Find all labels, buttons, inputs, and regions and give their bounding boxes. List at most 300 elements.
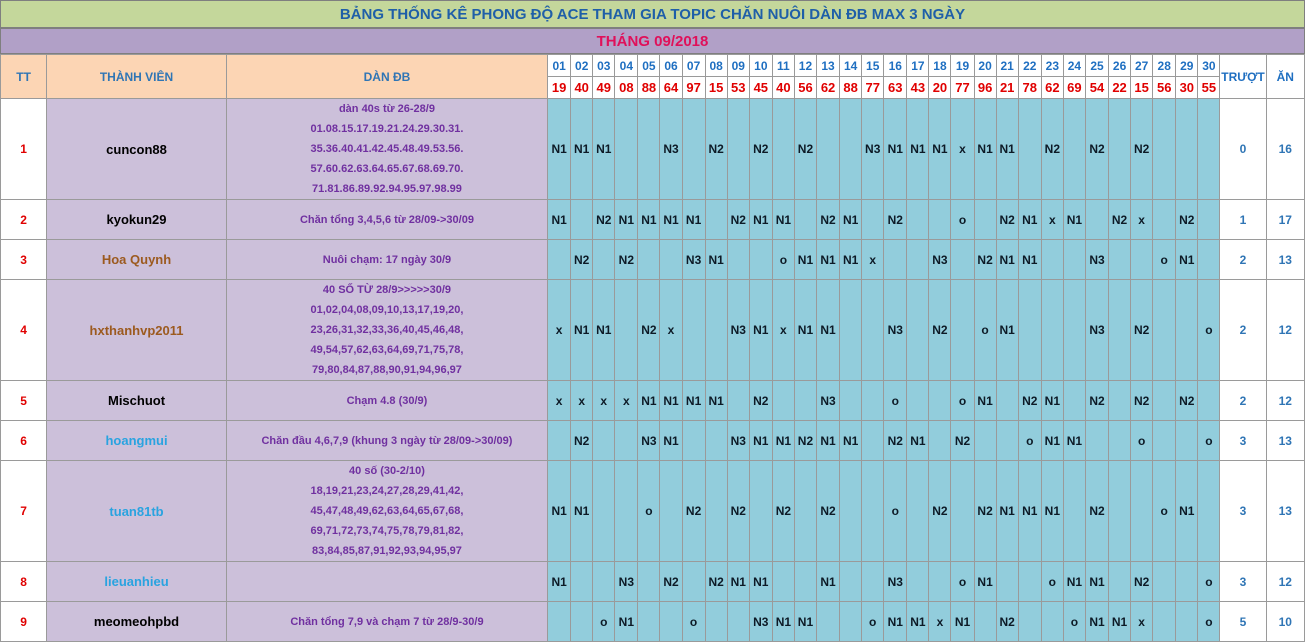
day-mark: o <box>1198 280 1220 381</box>
day-mark: N2 <box>1085 461 1108 562</box>
row-index: 2 <box>1 200 47 240</box>
day-mark: o <box>951 562 974 602</box>
table-row <box>1 381 1305 421</box>
day-mark: N3 <box>682 240 705 280</box>
day-mark: N2 <box>705 99 727 200</box>
member-name: cuncon88 <box>47 99 227 200</box>
day-header: 29 <box>1176 55 1198 77</box>
truot-count: 2 <box>1220 381 1266 421</box>
day-mark: N2 <box>1109 200 1131 240</box>
day-mark: N1 <box>749 280 772 381</box>
day-mark <box>1063 240 1085 280</box>
day-mark: x <box>772 280 794 381</box>
day-mark: N1 <box>884 99 907 200</box>
day-mark: N2 <box>817 461 840 562</box>
truot-count: 3 <box>1220 461 1266 562</box>
day-mark <box>548 421 571 461</box>
truot-count: 5 <box>1220 602 1266 642</box>
day-mark <box>593 461 615 562</box>
day-mark <box>705 280 727 381</box>
day-mark <box>974 421 996 461</box>
result-number: 96 <box>974 77 996 99</box>
day-mark <box>929 421 951 461</box>
day-mark: x <box>1131 602 1153 642</box>
day-mark: N1 <box>593 99 615 200</box>
day-mark: x <box>929 602 951 642</box>
day-mark: N1 <box>571 461 593 562</box>
day-mark: N1 <box>840 421 862 461</box>
day-mark: o <box>1198 562 1220 602</box>
result-number: 62 <box>817 77 840 99</box>
day-mark <box>996 381 1018 421</box>
result-number: 77 <box>862 77 884 99</box>
day-mark <box>817 99 840 200</box>
an-count: 13 <box>1266 240 1304 280</box>
dan-description <box>226 99 547 200</box>
day-mark <box>794 461 816 562</box>
truot-count: 0 <box>1220 99 1266 200</box>
day-mark: N2 <box>638 280 660 381</box>
dan-line: dàn 40s từ 26-28/9 <box>338 103 435 115</box>
day-mark <box>840 562 862 602</box>
result-number: 55 <box>1198 77 1220 99</box>
day-header: 28 <box>1153 55 1176 77</box>
day-mark: N2 <box>884 200 907 240</box>
day-header: 22 <box>1018 55 1041 77</box>
an-count: 13 <box>1266 421 1304 461</box>
dan-description <box>226 280 547 381</box>
day-mark <box>951 461 974 562</box>
day-mark <box>615 99 638 200</box>
day-mark <box>705 421 727 461</box>
day-mark <box>1018 280 1041 381</box>
day-header: 01 <box>548 55 571 77</box>
day-mark <box>548 602 571 642</box>
day-mark: N1 <box>840 240 862 280</box>
day-mark: x <box>1131 200 1153 240</box>
day-mark: N2 <box>996 602 1018 642</box>
day-mark <box>1063 461 1085 562</box>
sheet-title: BẢNG THỐNG KÊ PHONG ĐỘ ACE THAM GIA TOPIC CHĂN NUÔI DÀN ĐB MAX 3 NGÀY <box>0 0 1305 28</box>
day-mark <box>840 602 862 642</box>
day-header: 17 <box>907 55 929 77</box>
table-row <box>1 461 1305 562</box>
day-mark <box>1131 461 1153 562</box>
day-mark: N1 <box>1018 240 1041 280</box>
dan-line: 45,47,48,49,62,63,64,65,67,68, <box>310 505 464 517</box>
day-mark: x <box>615 381 638 421</box>
day-mark: N3 <box>884 280 907 381</box>
day-mark <box>1109 381 1131 421</box>
day-mark: N1 <box>749 421 772 461</box>
day-mark <box>907 240 929 280</box>
day-header: 04 <box>615 55 638 77</box>
day-mark <box>1176 280 1198 381</box>
day-mark: o <box>1018 421 1041 461</box>
day-mark: N3 <box>1085 280 1108 381</box>
day-mark <box>974 200 996 240</box>
dan-line: Chạm 4.8 (30/9) <box>346 394 428 407</box>
day-mark: N2 <box>660 562 682 602</box>
day-mark: o <box>951 381 974 421</box>
day-mark <box>682 562 705 602</box>
day-mark <box>929 562 951 602</box>
day-mark <box>615 280 638 381</box>
day-mark: N2 <box>1176 200 1198 240</box>
day-mark: N1 <box>548 461 571 562</box>
day-mark: x <box>571 381 593 421</box>
dan-line: Chăn đầu 4,6,7,9 (khung 3 ngày từ 28/09->30/09) <box>261 434 513 447</box>
day-mark: N1 <box>1041 421 1063 461</box>
day-mark <box>571 602 593 642</box>
result-number: 53 <box>727 77 749 99</box>
an-count: 12 <box>1266 280 1304 381</box>
day-mark: N2 <box>1085 381 1108 421</box>
dan-line: Nuôi chạm: 17 ngày 30/9 <box>322 253 452 266</box>
day-header: 09 <box>727 55 749 77</box>
truot-count: 3 <box>1220 562 1266 602</box>
day-mark <box>638 99 660 200</box>
day-mark: N1 <box>817 562 840 602</box>
header-tt: TT <box>1 55 47 99</box>
result-number: 64 <box>660 77 682 99</box>
day-mark <box>660 240 682 280</box>
day-mark: o <box>1131 421 1153 461</box>
day-mark <box>996 421 1018 461</box>
day-header: 19 <box>951 55 974 77</box>
day-mark <box>974 602 996 642</box>
day-mark <box>705 602 727 642</box>
day-mark: x <box>862 240 884 280</box>
day-mark <box>727 99 749 200</box>
day-mark <box>1085 421 1108 461</box>
table-row <box>1 562 1305 602</box>
day-mark: N1 <box>593 280 615 381</box>
result-number: 30 <box>1176 77 1198 99</box>
day-mark: N3 <box>615 562 638 602</box>
day-mark: N3 <box>638 421 660 461</box>
day-mark: N1 <box>929 99 951 200</box>
day-mark <box>1063 280 1085 381</box>
day-mark <box>727 381 749 421</box>
dan-line: 57.60.62.63.64.65.67.68.69.70. <box>310 163 464 175</box>
dan-line: 69,71,72,73,74,75,78,79,81,82, <box>310 525 464 537</box>
dan-line: 40 SỐ TỪ 28/9>>>>>30/9 <box>322 284 452 296</box>
day-mark: N1 <box>1041 381 1063 421</box>
day-mark <box>615 461 638 562</box>
dan-line: 49,54,57,62,63,64,69,71,75,78, <box>310 344 464 356</box>
day-mark <box>772 562 794 602</box>
day-mark <box>1153 99 1176 200</box>
day-mark <box>682 421 705 461</box>
dan-line: 71.81.86.89.92.94.95.97.98.99 <box>312 183 462 195</box>
day-header: 11 <box>772 55 794 77</box>
day-mark: N2 <box>794 99 816 200</box>
day-mark: o <box>862 602 884 642</box>
day-mark <box>951 280 974 381</box>
day-mark <box>705 200 727 240</box>
day-mark: N2 <box>1018 381 1041 421</box>
table-row <box>1 99 1305 200</box>
day-mark: N1 <box>660 381 682 421</box>
day-mark <box>1109 562 1131 602</box>
dan-line: Chăn tổng 3,4,5,6 từ 28/09->30/09 <box>299 213 474 226</box>
day-mark: N1 <box>817 240 840 280</box>
result-number: 69 <box>1063 77 1085 99</box>
day-mark: N2 <box>1085 99 1108 200</box>
header-an: ĂN <box>1266 55 1304 99</box>
result-number: 56 <box>794 77 816 99</box>
day-mark: x <box>951 99 974 200</box>
result-number: 88 <box>840 77 862 99</box>
day-mark: N1 <box>749 200 772 240</box>
day-mark <box>862 280 884 381</box>
day-mark: N1 <box>615 602 638 642</box>
dan-description <box>226 240 547 280</box>
day-mark: o <box>1041 562 1063 602</box>
day-mark <box>840 461 862 562</box>
day-mark: N2 <box>929 461 951 562</box>
day-mark <box>907 200 929 240</box>
result-number: 21 <box>996 77 1018 99</box>
day-header: 07 <box>682 55 705 77</box>
day-mark: N1 <box>682 381 705 421</box>
day-mark <box>862 421 884 461</box>
day-mark <box>1109 461 1131 562</box>
member-name: meomeohpbd <box>47 602 227 642</box>
day-header: 12 <box>794 55 816 77</box>
result-number: 54 <box>1085 77 1108 99</box>
day-mark: N2 <box>929 280 951 381</box>
header-dan: DÀN ĐB <box>226 55 547 99</box>
day-mark: N2 <box>1176 381 1198 421</box>
an-count: 17 <box>1266 200 1304 240</box>
day-mark <box>1176 562 1198 602</box>
day-header: 18 <box>929 55 951 77</box>
day-mark: N1 <box>794 240 816 280</box>
day-mark: N2 <box>571 421 593 461</box>
day-mark <box>794 381 816 421</box>
day-mark <box>727 602 749 642</box>
result-number: 43 <box>907 77 929 99</box>
an-count: 10 <box>1266 602 1304 642</box>
day-mark <box>996 562 1018 602</box>
dan-description <box>226 602 547 642</box>
day-mark <box>907 280 929 381</box>
day-mark: N1 <box>772 421 794 461</box>
result-number: 22 <box>1109 77 1131 99</box>
month-label: THÁNG 09/2018 <box>0 28 1305 54</box>
day-mark: N1 <box>996 280 1018 381</box>
day-mark <box>1176 421 1198 461</box>
truot-count: 3 <box>1220 421 1266 461</box>
dan-line: 18,19,21,23,24,27,28,29,41,42, <box>310 485 464 497</box>
truot-count: 1 <box>1220 200 1266 240</box>
day-mark: N2 <box>571 240 593 280</box>
day-mark <box>1198 240 1220 280</box>
day-mark: o <box>1063 602 1085 642</box>
day-mark <box>1109 280 1131 381</box>
dan-description <box>226 381 547 421</box>
day-mark: N1 <box>638 200 660 240</box>
day-mark <box>593 240 615 280</box>
day-mark: N1 <box>794 602 816 642</box>
day-mark: N1 <box>951 602 974 642</box>
day-mark: N2 <box>974 461 996 562</box>
day-mark: x <box>660 280 682 381</box>
member-name: hxthanhvp2011 <box>47 280 227 381</box>
day-mark: N1 <box>817 280 840 381</box>
day-mark: N1 <box>840 200 862 240</box>
day-header: 27 <box>1131 55 1153 77</box>
day-mark: N1 <box>907 602 929 642</box>
day-mark: N1 <box>1109 602 1131 642</box>
table-row <box>1 200 1305 240</box>
day-mark <box>749 240 772 280</box>
day-mark <box>951 240 974 280</box>
day-mark <box>862 200 884 240</box>
day-mark <box>884 240 907 280</box>
day-mark: N1 <box>974 99 996 200</box>
day-mark: N1 <box>615 200 638 240</box>
day-mark: o <box>682 602 705 642</box>
day-mark: N1 <box>660 200 682 240</box>
day-mark: o <box>638 461 660 562</box>
result-number: 19 <box>548 77 571 99</box>
day-mark: o <box>1153 461 1176 562</box>
day-mark <box>1198 200 1220 240</box>
day-mark: N1 <box>1063 562 1085 602</box>
day-mark: N3 <box>929 240 951 280</box>
day-mark: o <box>1198 421 1220 461</box>
day-mark: N1 <box>817 421 840 461</box>
day-mark: N1 <box>571 280 593 381</box>
day-mark <box>571 200 593 240</box>
day-mark: o <box>951 200 974 240</box>
day-mark: N1 <box>1063 200 1085 240</box>
day-mark <box>862 562 884 602</box>
day-mark: N1 <box>996 99 1018 200</box>
day-mark: N1 <box>884 602 907 642</box>
day-mark <box>862 461 884 562</box>
result-number: 56 <box>1153 77 1176 99</box>
result-number: 20 <box>929 77 951 99</box>
day-mark: N3 <box>884 562 907 602</box>
day-mark: N1 <box>1085 562 1108 602</box>
dan-line: 40 số (30-2/10) <box>349 465 425 477</box>
day-mark: N3 <box>862 99 884 200</box>
day-header: 25 <box>1085 55 1108 77</box>
day-header: 06 <box>660 55 682 77</box>
day-mark: N1 <box>727 562 749 602</box>
dan-line: 35.36.40.41.42.45.48.49.53.56. <box>310 143 464 155</box>
day-mark: N2 <box>727 200 749 240</box>
day-mark <box>571 562 593 602</box>
header-truot: TRƯỢT <box>1220 55 1266 99</box>
day-mark: N1 <box>996 240 1018 280</box>
day-header: 08 <box>705 55 727 77</box>
day-mark <box>1153 602 1176 642</box>
day-mark: x <box>548 280 571 381</box>
day-mark <box>1109 99 1131 200</box>
day-mark <box>929 200 951 240</box>
day-mark: N2 <box>794 421 816 461</box>
day-mark <box>772 381 794 421</box>
day-mark <box>1041 240 1063 280</box>
day-mark <box>1018 562 1041 602</box>
day-header: 15 <box>862 55 884 77</box>
row-index: 3 <box>1 240 47 280</box>
day-mark <box>638 240 660 280</box>
result-number: 40 <box>571 77 593 99</box>
day-mark: N1 <box>974 381 996 421</box>
day-mark <box>1063 381 1085 421</box>
dan-line: Chăn tổng 7,9 và chạm 7 từ 28/9-30/9 <box>290 615 484 628</box>
day-mark: N2 <box>996 200 1018 240</box>
day-mark: N1 <box>1176 240 1198 280</box>
day-mark: N1 <box>907 421 929 461</box>
truot-count: 2 <box>1220 280 1266 381</box>
day-mark: N1 <box>571 99 593 200</box>
result-number: 62 <box>1041 77 1063 99</box>
member-name: hoangmui <box>47 421 227 461</box>
day-mark <box>660 461 682 562</box>
result-number: 15 <box>705 77 727 99</box>
day-mark <box>1109 240 1131 280</box>
an-count: 16 <box>1266 99 1304 200</box>
day-mark: o <box>1198 602 1220 642</box>
member-name: tuan81tb <box>47 461 227 562</box>
day-mark: N1 <box>749 562 772 602</box>
day-mark <box>1063 99 1085 200</box>
day-mark <box>1176 99 1198 200</box>
day-mark: N2 <box>1041 99 1063 200</box>
day-mark: N1 <box>1063 421 1085 461</box>
day-mark: N1 <box>548 99 571 200</box>
day-mark <box>638 562 660 602</box>
day-mark <box>705 461 727 562</box>
day-mark: N3 <box>727 280 749 381</box>
day-mark: N1 <box>682 200 705 240</box>
day-header: 24 <box>1063 55 1085 77</box>
header-member: THÀNH VIÊN <box>47 55 227 99</box>
day-mark: o <box>884 381 907 421</box>
row-index: 5 <box>1 381 47 421</box>
day-mark: N1 <box>772 602 794 642</box>
day-mark: N1 <box>996 461 1018 562</box>
stats-table <box>0 54 1305 642</box>
row-index: 1 <box>1 99 47 200</box>
result-number: 97 <box>682 77 705 99</box>
day-mark <box>1153 381 1176 421</box>
table-row <box>1 602 1305 642</box>
day-mark: N2 <box>1131 280 1153 381</box>
day-mark: N2 <box>749 99 772 200</box>
day-mark: N2 <box>974 240 996 280</box>
result-number: 15 <box>1131 77 1153 99</box>
dan-description <box>226 421 547 461</box>
day-mark <box>682 280 705 381</box>
day-header: 23 <box>1041 55 1063 77</box>
day-mark: N1 <box>974 562 996 602</box>
day-mark <box>749 461 772 562</box>
result-number: 49 <box>593 77 615 99</box>
day-header: 21 <box>996 55 1018 77</box>
day-mark: N1 <box>907 99 929 200</box>
day-mark: o <box>593 602 615 642</box>
day-header: 16 <box>884 55 907 77</box>
day-mark <box>794 200 816 240</box>
